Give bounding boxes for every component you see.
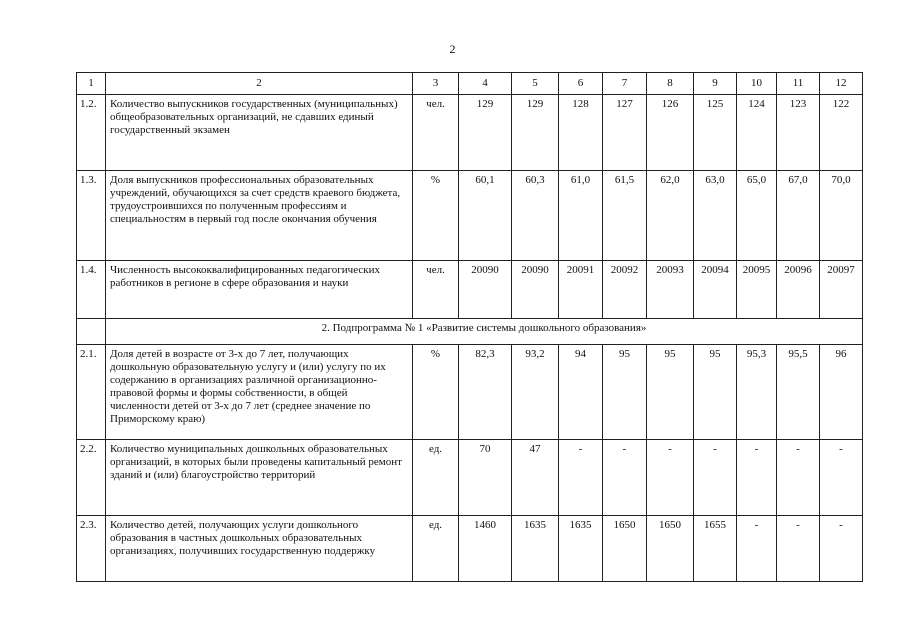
value-cell: 124 <box>737 95 777 171</box>
row-number: 2.2. <box>77 440 106 516</box>
value-cell: 96 <box>820 345 863 440</box>
unit-cell: ед. <box>413 516 459 582</box>
table-row <box>77 516 863 582</box>
value-cell: - <box>694 440 737 516</box>
value-cell: 60,1 <box>459 171 512 261</box>
value-cell: 20094 <box>694 261 737 319</box>
value-cell: 63,0 <box>694 171 737 261</box>
value-cell: 128 <box>559 95 603 171</box>
header-cell: 5 <box>512 73 559 95</box>
page-number: 2 <box>449 42 456 56</box>
value-cell: 95 <box>694 345 737 440</box>
value-cell: 60,3 <box>512 171 559 261</box>
unit-cell: чел. <box>413 261 459 319</box>
value-cell: 65,0 <box>737 171 777 261</box>
value-cell: 70 <box>459 440 512 516</box>
value-cell: - <box>603 440 647 516</box>
value-cell: 95,3 <box>737 345 777 440</box>
row-number: 2.1. <box>77 345 106 440</box>
indicator-name: Доля выпускников профессиональных образовательных учреждений, обучающихся за счет средств краевого бюджета, трудоустроившихся по полученным профессиям и специальностям в первый год после окончания обучения <box>106 171 413 261</box>
value-cell: 20090 <box>512 261 559 319</box>
section-row <box>77 319 863 345</box>
header-cell: 3 <box>413 73 459 95</box>
row-number: 1.2. <box>77 95 106 171</box>
table-row <box>77 171 863 261</box>
value-cell: 82,3 <box>459 345 512 440</box>
value-cell: 1460 <box>459 516 512 582</box>
value-cell: - <box>820 516 863 582</box>
indicator-name: Доля детей в возрасте от 3-х до 7 лет, получающих дошкольную образовательную услугу и (или) услугу по их содержанию в организациях различной организационно-правовой формы и формы собственности, в общей численности детей от 3-х до 7 лет (среднее значение по Приморскому краю) <box>106 345 413 440</box>
indicator-name: Количество муниципальных дошкольных образовательных организаций, в которых были проведены капитальный ремонт зданий и (или) благоустройство территорий <box>106 440 413 516</box>
indicator-name: Численность высококвалифицированных педагогических работников в регионе в сфере образования и науки <box>106 261 413 319</box>
value-cell: 1635 <box>512 516 559 582</box>
value-cell: 95 <box>603 345 647 440</box>
header-cell: 10 <box>737 73 777 95</box>
header-cell: 12 <box>820 73 863 95</box>
unit-cell: чел. <box>413 95 459 171</box>
value-cell: 125 <box>694 95 737 171</box>
value-cell: - <box>777 440 820 516</box>
value-cell: 20093 <box>647 261 694 319</box>
value-cell: 129 <box>512 95 559 171</box>
indicators-table <box>76 72 863 582</box>
value-cell: 122 <box>820 95 863 171</box>
value-cell: 127 <box>603 95 647 171</box>
value-cell: 47 <box>512 440 559 516</box>
header-cell: 6 <box>559 73 603 95</box>
value-cell: 129 <box>459 95 512 171</box>
row-number: 1.3. <box>77 171 106 261</box>
header-cell: 7 <box>603 73 647 95</box>
table-row <box>77 440 863 516</box>
value-cell: 61,5 <box>603 171 647 261</box>
value-cell: 94 <box>559 345 603 440</box>
value-cell: 20092 <box>603 261 647 319</box>
header-cell: 4 <box>459 73 512 95</box>
table-row <box>77 261 863 319</box>
value-cell: 1650 <box>603 516 647 582</box>
section-title: 2. Подпрограмма № 1 «Развитие системы дошкольного образования» <box>106 319 863 345</box>
value-cell: 93,2 <box>512 345 559 440</box>
value-cell: 20090 <box>459 261 512 319</box>
header-cell: 9 <box>694 73 737 95</box>
value-cell: 61,0 <box>559 171 603 261</box>
value-cell: 1635 <box>559 516 603 582</box>
value-cell: 95,5 <box>777 345 820 440</box>
unit-cell: % <box>413 171 459 261</box>
value-cell: 67,0 <box>777 171 820 261</box>
value-cell: 20097 <box>820 261 863 319</box>
value-cell: 126 <box>647 95 694 171</box>
table-row <box>77 345 863 440</box>
value-cell: - <box>737 516 777 582</box>
value-cell: - <box>559 440 603 516</box>
value-cell: 70,0 <box>820 171 863 261</box>
section-number-empty <box>77 319 106 345</box>
row-number: 2.3. <box>77 516 106 582</box>
header-cell: 8 <box>647 73 694 95</box>
value-cell: - <box>820 440 863 516</box>
value-cell: 20091 <box>559 261 603 319</box>
header-cell: 1 <box>77 73 106 95</box>
indicator-name: Количество выпускников государственных (муниципальных) общеобразовательных организаций, не сдавших единый государственный экзамен <box>106 95 413 171</box>
unit-cell: % <box>413 345 459 440</box>
value-cell: - <box>737 440 777 516</box>
value-cell: - <box>777 516 820 582</box>
value-cell: 1655 <box>694 516 737 582</box>
unit-cell: ед. <box>413 440 459 516</box>
indicator-name: Количество детей, получающих услуги дошкольного образования в частных дошкольных образовательных организациях, получивших государственную поддержку <box>106 516 413 582</box>
value-cell: - <box>647 440 694 516</box>
table-row <box>77 95 863 171</box>
row-number: 1.4. <box>77 261 106 319</box>
table-header-row <box>77 73 863 95</box>
value-cell: 1650 <box>647 516 694 582</box>
value-cell: 20095 <box>737 261 777 319</box>
value-cell: 20096 <box>777 261 820 319</box>
value-cell: 62,0 <box>647 171 694 261</box>
value-cell: 123 <box>777 95 820 171</box>
value-cell: 95 <box>647 345 694 440</box>
header-cell: 11 <box>777 73 820 95</box>
header-cell: 2 <box>106 73 413 95</box>
